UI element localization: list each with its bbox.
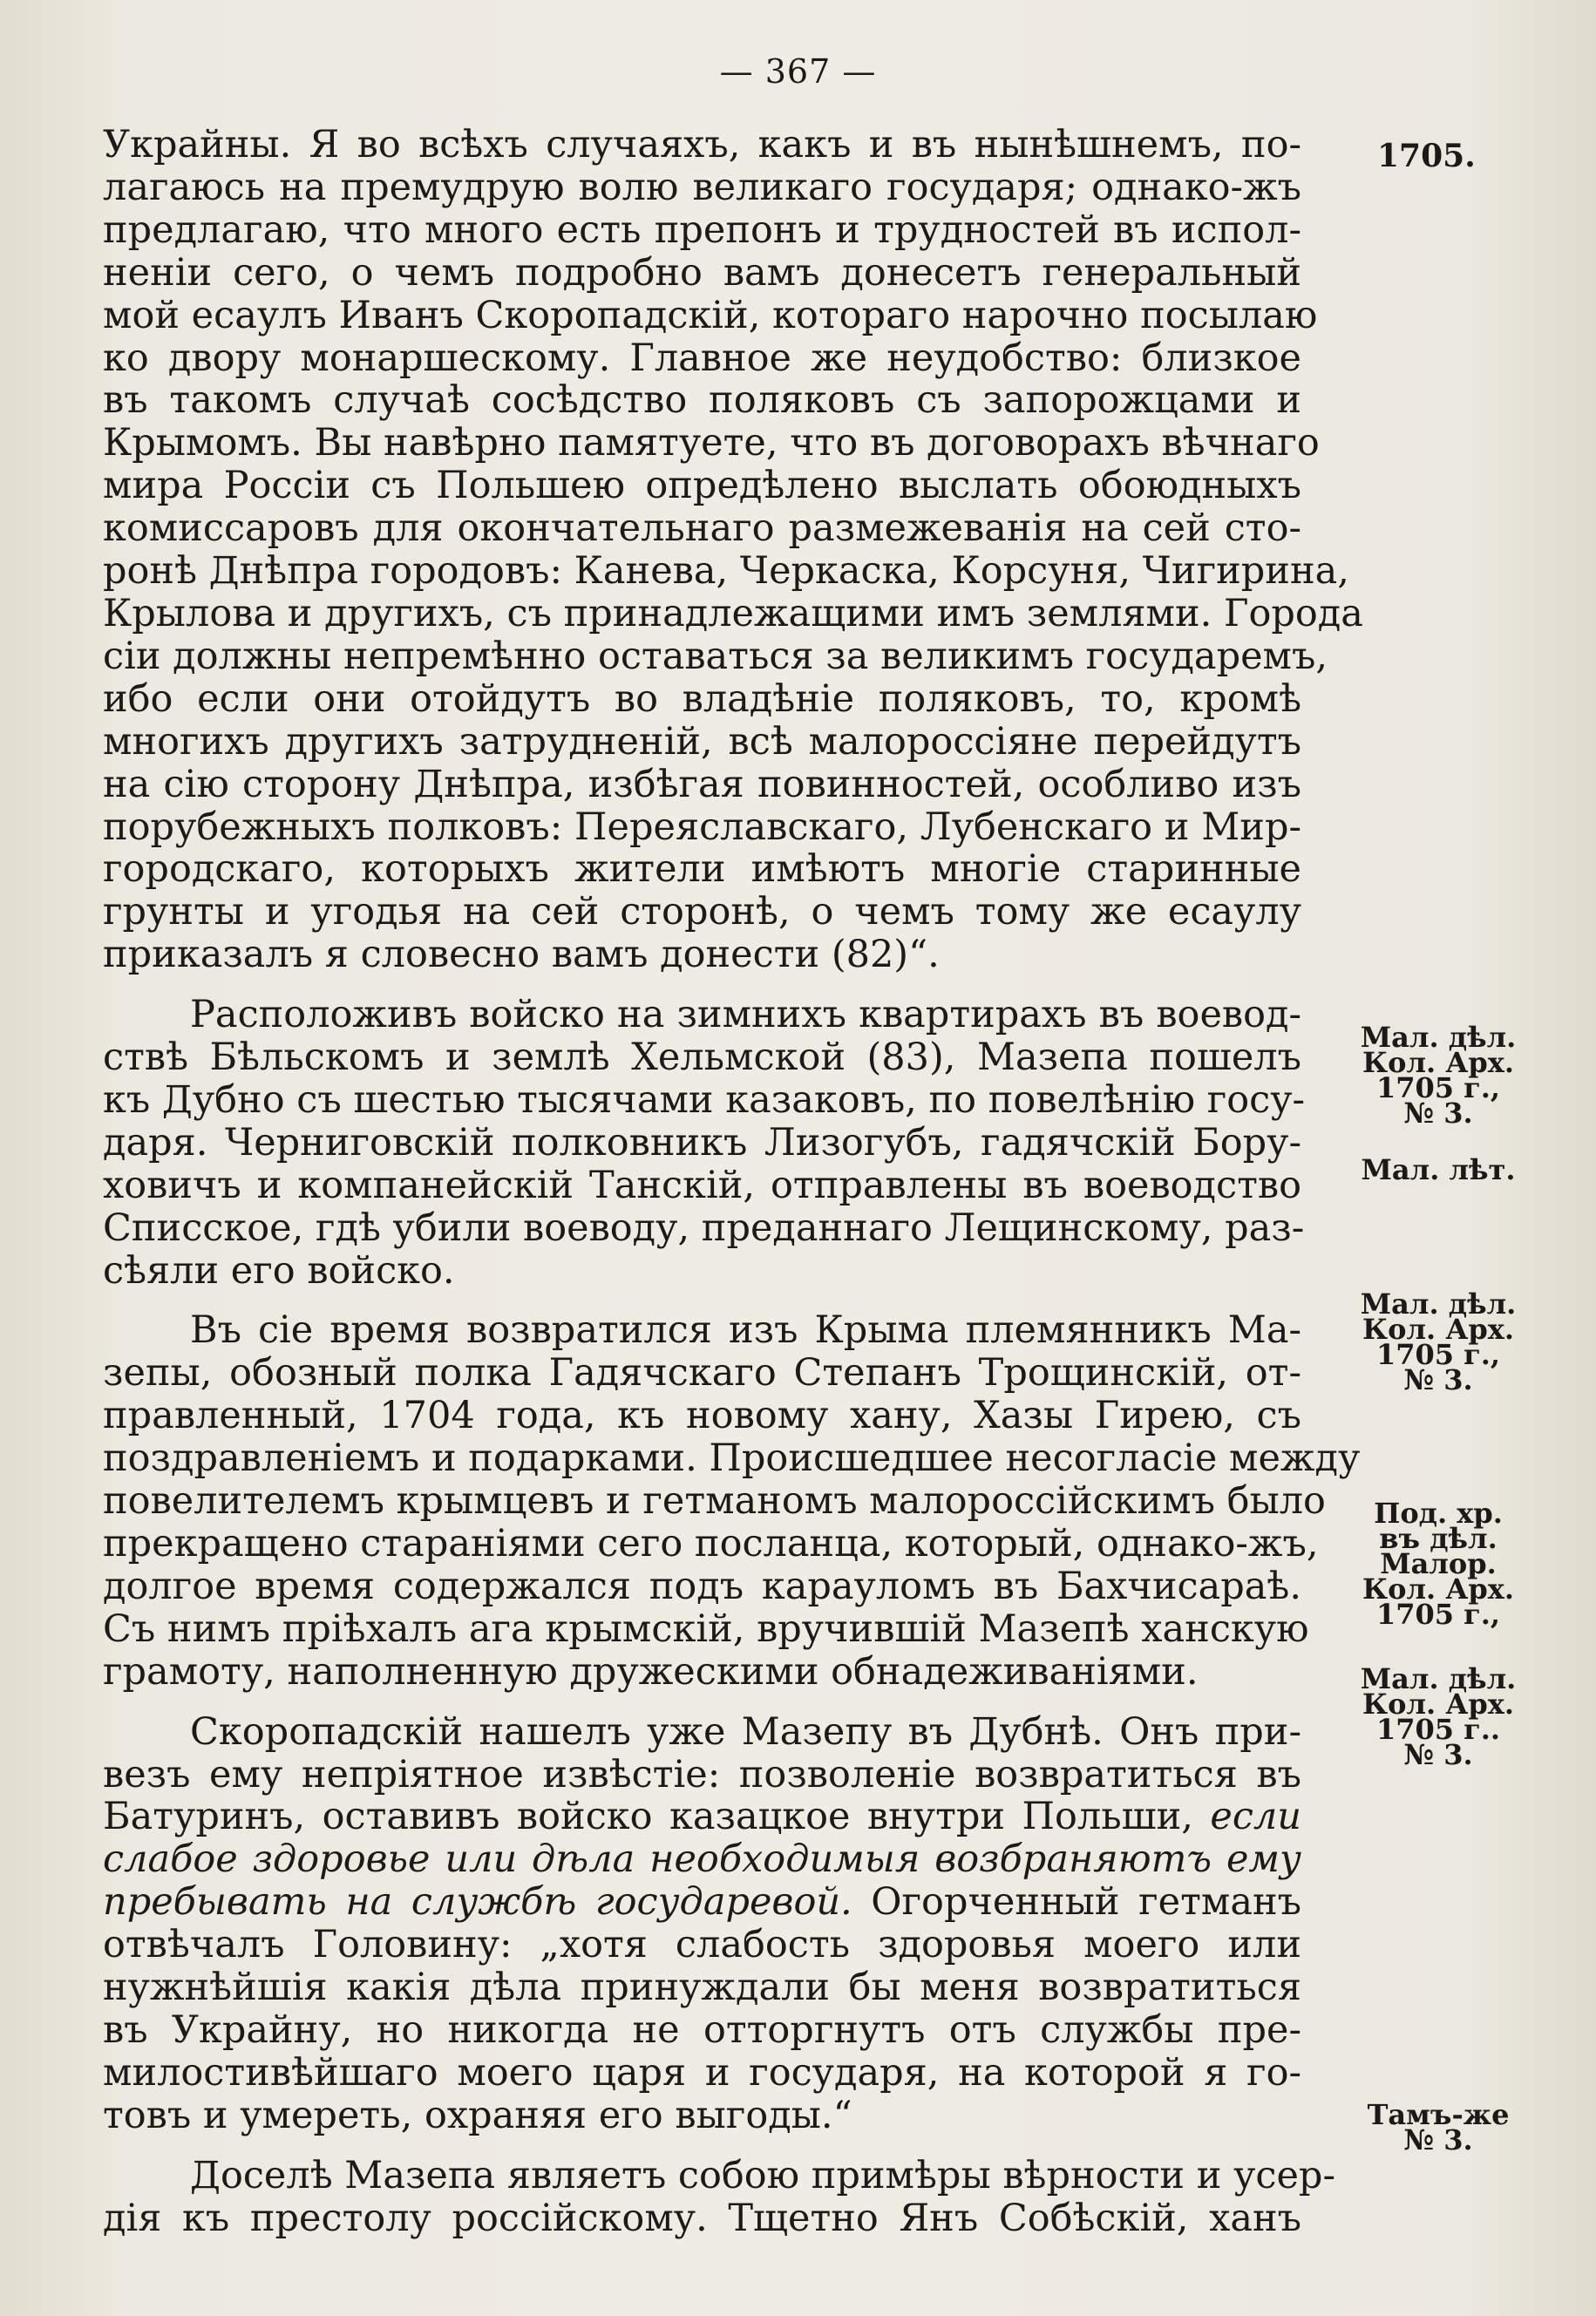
text-line: къ Дубно съ шестью тысячами казаковъ, по повелѣнію госу-: [103, 1077, 1306, 1122]
text-line: долгое время содержался подъ карауломъ въ Бахчисараѣ.: [103, 1564, 1301, 1608]
text-line: ствѣ Бѣльскомъ и землѣ Хельмской (83), Мазепа пошелъ: [103, 1036, 1301, 1080]
margin-note-3: [1307, 1287, 1569, 1396]
text-line: даря. Черниговскій полковникъ Лизогубъ, гадячскій Бору-: [103, 1120, 1301, 1165]
text-line-mixed: [103, 1796, 1301, 1838]
text-line: лагаюсь на премудрую волю великаго государя; однако-жъ: [103, 165, 1301, 209]
margin-note-4: [1307, 1497, 1569, 1631]
note-line: 1705 г.,: [1375, 1071, 1501, 1104]
text-line: многихъ другихъ затрудненій, всѣ малороссіяне перейдутъ: [103, 719, 1301, 764]
text-line: ронѣ Днѣпра городовъ: Канева, Черкаска, Корсуня, Чигирина,: [103, 549, 1349, 594]
text-line: прекращено стараніями сего посланца, который, однако-жъ,: [103, 1522, 1319, 1566]
text-segment: Огорченный гетманъ: [852, 1880, 1301, 1925]
text-line: повелителемъ крымцевъ и гетманомъ малороссійскимъ было: [103, 1479, 1326, 1524]
margin-note-2: [1307, 1153, 1569, 1186]
main-text-column: [103, 123, 1363, 2240]
text-line: мира Россіи съ Польшею опредѣлено выслать обоюдныхъ: [103, 464, 1301, 508]
note-line: Мал. лѣт.: [1361, 1153, 1516, 1186]
note-line: Под. хр.: [1374, 1497, 1503, 1530]
text-line: предлагаю, что много есть препонъ и трудностей въ испол-: [103, 207, 1301, 252]
text-line: Доселѣ Мазепа являетъ собою примѣры вѣрности и усер-: [190, 2153, 1335, 2197]
paragraph-1: [103, 123, 1363, 977]
text-line: въ такомъ случаѣ сосѣдство поляковъ съ запорожцами и: [103, 378, 1301, 423]
margin-notes: [1307, 0, 1569, 2316]
text-line: ибо если они отойдутъ во владѣніе поляковъ, то, кромѣ: [103, 676, 1301, 721]
note-line: Кол. Арх.: [1362, 1046, 1514, 1079]
text-line: Крылова и другихъ, съ принадлежащими имъ землями. Города: [103, 591, 1363, 635]
text-line: неніи сего, о чемъ подробно вамъ донесетъ генеральный: [103, 250, 1301, 295]
text-line: Украйны. Я во всѣхъ случаяхъ, какъ и въ нынѣшнемъ, по-: [103, 123, 1301, 166]
margin-note-6: [1307, 2098, 1569, 2156]
text-line: въ Украйну, но никогда не отторгнутъ отъ службы пре-: [103, 2007, 1301, 2052]
paragraph-4: [103, 1711, 1301, 2137]
text-line: Списское, гдѣ убили воеводу, преданнаго Лещинскому, раз-: [103, 1206, 1305, 1250]
text-line: зепы, обозный полка Гадячскаго Степанъ Трощинскій, от-: [103, 1351, 1301, 1396]
note-line: Тамъ-же: [1367, 2098, 1510, 2131]
note-line: Кол. Арх.: [1362, 1313, 1514, 1346]
text-line: Съ нимъ пріѣхалъ ага крымскій, вручившій Мазепѣ ханскую: [103, 1606, 1309, 1651]
italic-segment: если: [1210, 1795, 1301, 1839]
text-line: комиссаровъ для окончательнаго размежеванія на сей сто-: [103, 506, 1301, 551]
text-line: на сію сторону Днѣпра, избѣгая повинностей, особливо изъ: [103, 762, 1301, 806]
text-line: Расположивъ войско на зимнихъ квартирахъ въ воевод-: [190, 993, 1301, 1037]
text-line: Въ сіе время возвратился изъ Крыма племянникъ Ма-: [190, 1308, 1301, 1353]
note-line: Мал. дѣл.: [1360, 1021, 1517, 1054]
text-line: городскаго, которыхъ жители имѣютъ многіе старинные: [103, 847, 1301, 892]
margin-year: 1705.: [1377, 138, 1476, 174]
note-line: Кол. Арх.: [1362, 1688, 1514, 1721]
note-line: № 3.: [1403, 1097, 1473, 1130]
note-line: № 3.: [1403, 2123, 1473, 2156]
paragraph-2: [103, 993, 1306, 1293]
text-line: приказалъ я словесно вамъ донести (82)“.: [103, 933, 940, 977]
note-line: 1705 г..: [1375, 1713, 1501, 1746]
margin-note-5: [1307, 1662, 1569, 1771]
text-line: отвѣчалъ Головину: „хотя слабость здоровья моего или: [103, 1923, 1301, 1967]
note-line: Мал. дѣл.: [1360, 1287, 1517, 1321]
page-number: — 367 —: [719, 52, 877, 91]
paragraph-3: [103, 1308, 1361, 1694]
note-line: въ дѣл.: [1379, 1522, 1498, 1555]
text-segment: Батуринъ, оставивъ войско казацкое внутри Польши,: [103, 1795, 1211, 1839]
text-line: нужнѣйшія какія дѣла принуждали бы меня возвратиться: [103, 1966, 1301, 2010]
text-line: сѣяли его войско.: [103, 1248, 455, 1293]
text-line: милостивѣйшаго моего царя и государя, на которой я го-: [103, 2050, 1301, 2095]
text-line: мой есаулъ Иванъ Скоропадскій, котораго нарочно посылаю: [103, 293, 1318, 337]
note-line: 1705 г.,: [1375, 1598, 1501, 1631]
note-line: Мал. дѣл.: [1360, 1662, 1517, 1695]
text-line: везъ ему непріятное извѣстіе: позволеніе возвратиться въ: [103, 1752, 1301, 1796]
note-line: № 3.: [1403, 1738, 1473, 1771]
note-line: 1705 г.,: [1375, 1338, 1501, 1371]
italic-line: слабое здоровье или дѣла необходимыя возбраняютъ ему: [103, 1837, 1301, 1882]
text-line-mixed: [103, 1881, 1301, 1924]
text-line: дія къ престолу россійскому. Тщетно Янъ Собѣскій, ханъ: [103, 2196, 1301, 2240]
text-line: порубежныхъ полковъ: Переяславскаго, Лубенскаго и Мир-: [103, 805, 1301, 849]
italic-segment: пребывать на службѣ государевой.: [103, 1880, 852, 1925]
text-line: ко двору монаршескому. Главное же неудобство: близкое: [103, 336, 1301, 380]
text-line: Скоропадскій нашелъ уже Мазепу въ Дубнѣ. Онъ при-: [190, 1709, 1301, 1754]
paragraph-5: [103, 2153, 1335, 2240]
text-line: ховичъ и компанейскій Танскій, отправлены въ воеводство: [103, 1163, 1301, 1207]
note-line: № 3.: [1403, 1363, 1473, 1396]
text-line: Крымомъ. Вы навѣрно памятуете, что въ договорахъ вѣчнаго: [103, 421, 1320, 465]
text-line: грамоту, наполненную дружескими обнадеживаніями.: [103, 1649, 1199, 1694]
margin-note-1: [1307, 1021, 1569, 1130]
text-line: грунты и угодья на сей сторонѣ, о чемъ тому же есаулу: [103, 890, 1301, 934]
note-line: Кол. Арх.: [1362, 1572, 1514, 1606]
text-line: сіи должны непремѣнно оставаться за великимъ государемъ,: [103, 634, 1328, 678]
text-line: правленный, 1704 года, къ новому хану, Хазы Гирею, съ: [103, 1394, 1301, 1438]
text-line: товъ и умереть, охраняя его выгоды.“: [103, 2093, 852, 2137]
note-line: Малор.: [1380, 1547, 1497, 1580]
text-line: поздравленіемъ и подарками. Происшедшее несогласіе между: [103, 1436, 1361, 1481]
